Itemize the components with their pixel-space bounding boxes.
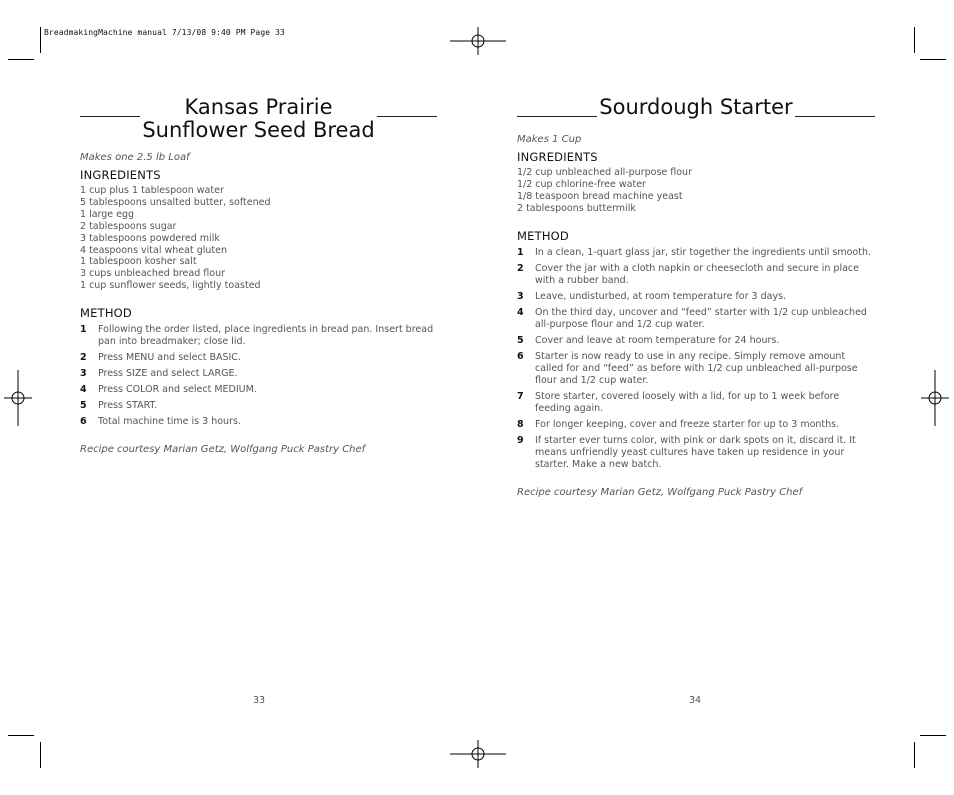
method-steps: [517, 247, 875, 471]
ingredient-item: 1 large egg: [80, 208, 135, 220]
step-text: Press START.: [98, 400, 158, 412]
step-number: 2: [517, 262, 524, 274]
step-number: 7: [517, 390, 524, 402]
step-text: Cover and leave at room temperature for 24 hours.: [535, 334, 780, 346]
step-text: In a clean, 1-quart glass jar, stir together the ingredients until smooth.: [535, 246, 871, 258]
method-step: [517, 391, 875, 415]
step-text: For longer keeping, cover and freeze starter for up to 3 months.: [535, 418, 840, 430]
step-text: Cover the jar with a cloth napkin or cheesecloth and secure in place with a rubber band.: [535, 262, 859, 286]
print-slug: BreadmakingMachine manual 7/13/08 9:40 PM Page 33: [44, 28, 285, 37]
crop-mark: [8, 59, 34, 60]
method-step: [517, 351, 875, 387]
step-number: 4: [517, 306, 524, 318]
recipe-credit: Recipe courtesy Marian Getz, Wolfgang Puck Pastry Chef: [80, 444, 366, 456]
method-step: [517, 307, 875, 331]
left-title-block: [80, 96, 437, 142]
ingredient-item: 4 teaspoons vital wheat gluten: [80, 244, 227, 256]
ingredient-item: 3 cups unbleached bread flour: [80, 268, 225, 280]
step-text: Following the order listed, place ingredients in bread pan. Insert bread pan into breadmaker; close lid.: [98, 324, 434, 348]
method-heading: METHOD: [517, 228, 569, 243]
method-step: [517, 247, 875, 259]
crop-mark: [40, 27, 41, 53]
method-step: [80, 324, 437, 348]
step-number: 3: [80, 368, 87, 380]
page-title: [597, 96, 794, 119]
recipe-yield: Makes 1 Cup: [517, 134, 582, 145]
ingredient-item: 2 tablespoons sugar: [80, 220, 177, 232]
method-step: [517, 335, 875, 347]
recipe-credit: Recipe courtesy Marian Getz, Wolfgang Puck Pastry Chef: [517, 486, 803, 498]
ingredient-item: 5 tablespoons unsalted butter, softened: [80, 196, 271, 208]
step-number: 5: [80, 400, 87, 412]
method-steps: [80, 324, 437, 428]
ingredient-item: 1 tablespoon kosher salt: [80, 256, 197, 268]
method-step: [517, 291, 875, 303]
ingredient-item: 1/2 cup unbleached all-purpose flour: [517, 167, 692, 178]
method-step: [80, 368, 437, 380]
ingredients-list: [517, 167, 875, 215]
step-number: 3: [517, 290, 524, 302]
title-line-1: Kansas Prairie: [184, 95, 333, 119]
step-number: 2: [80, 352, 87, 364]
step-text: Total machine time is 3 hours.: [98, 416, 241, 428]
method-step: [517, 263, 875, 287]
step-text: On the third day, uncover and “feed” starter with 1/2 cup unbleached all-purpose flour and 1/2 cup water.: [535, 306, 867, 330]
step-text: Press COLOR and select MEDIUM.: [98, 384, 257, 396]
registration-mark-icon: [921, 370, 949, 426]
right-title-block: [517, 96, 875, 119]
step-number: 4: [80, 384, 87, 396]
recipe-yield: Makes one 2.5 lb Loaf: [80, 152, 190, 163]
method-step: [80, 416, 437, 428]
ingredients-heading: INGREDIENTS: [80, 168, 161, 182]
ingredient-item: 2 tablespoons buttermilk: [517, 202, 636, 214]
method-step: [517, 435, 875, 471]
step-number: 9: [517, 434, 524, 446]
step-text: Starter is now ready to use in any recipe. Simply remove amount called for and “feed” as before with 1/2 cup unbleached all-purpose flour and 1/2 cup water.: [535, 350, 858, 386]
ingredient-item: 1 cup plus 1 tablespoon water: [80, 185, 224, 196]
step-number: 6: [517, 350, 524, 362]
step-text: Store starter, covered loosely with a lid, for up to 1 week before feeding again.: [535, 390, 840, 414]
method-heading: METHOD: [80, 306, 132, 321]
registration-mark-icon: [450, 27, 506, 55]
left-page: [80, 96, 437, 455]
method-step: [517, 419, 875, 431]
ingredient-item: 3 tablespoons powdered milk: [80, 232, 220, 244]
ingredients-list: [80, 185, 437, 292]
step-number: 1: [80, 324, 87, 336]
registration-mark-icon: [4, 370, 32, 426]
title-line-2: Sunflower Seed Bread: [142, 118, 375, 142]
right-page: [517, 96, 875, 498]
ingredient-item: 1 cup sunflower seeds, lightly toasted: [80, 280, 261, 292]
step-text: Leave, undisturbed, at room temperature for 3 days.: [535, 290, 787, 302]
step-text: If starter ever turns color, with pink or dark spots on it, discard it. It means unfriendly yeast cultures have taken up residence in your starter. Make a new batch.: [535, 434, 856, 470]
crop-mark: [920, 59, 946, 60]
step-number: 5: [517, 334, 524, 346]
ingredient-item: 1/8 teaspoon bread machine yeast: [517, 190, 683, 202]
page-number: 34: [689, 695, 702, 706]
step-number: 8: [517, 418, 524, 430]
registration-mark-icon: [450, 740, 506, 768]
page-title: [140, 96, 376, 142]
title-line-1: Sourdough Starter: [599, 95, 793, 119]
ingredient-item: 1/2 cup chlorine-free water: [517, 178, 646, 190]
method-step: [80, 352, 437, 364]
crop-mark: [40, 742, 41, 768]
page-number: 33: [253, 695, 266, 706]
step-text: Press SIZE and select LARGE.: [98, 368, 238, 380]
step-number: 6: [80, 416, 87, 428]
step-number: 1: [517, 246, 524, 258]
method-step: [80, 384, 437, 396]
ingredients-heading: INGREDIENTS: [517, 150, 598, 164]
crop-mark: [920, 735, 946, 736]
crop-mark: [8, 735, 34, 736]
method-step: [80, 400, 437, 412]
step-text: Press MENU and select BASIC.: [98, 352, 241, 364]
crop-mark: [914, 742, 915, 768]
crop-mark: [914, 27, 915, 53]
